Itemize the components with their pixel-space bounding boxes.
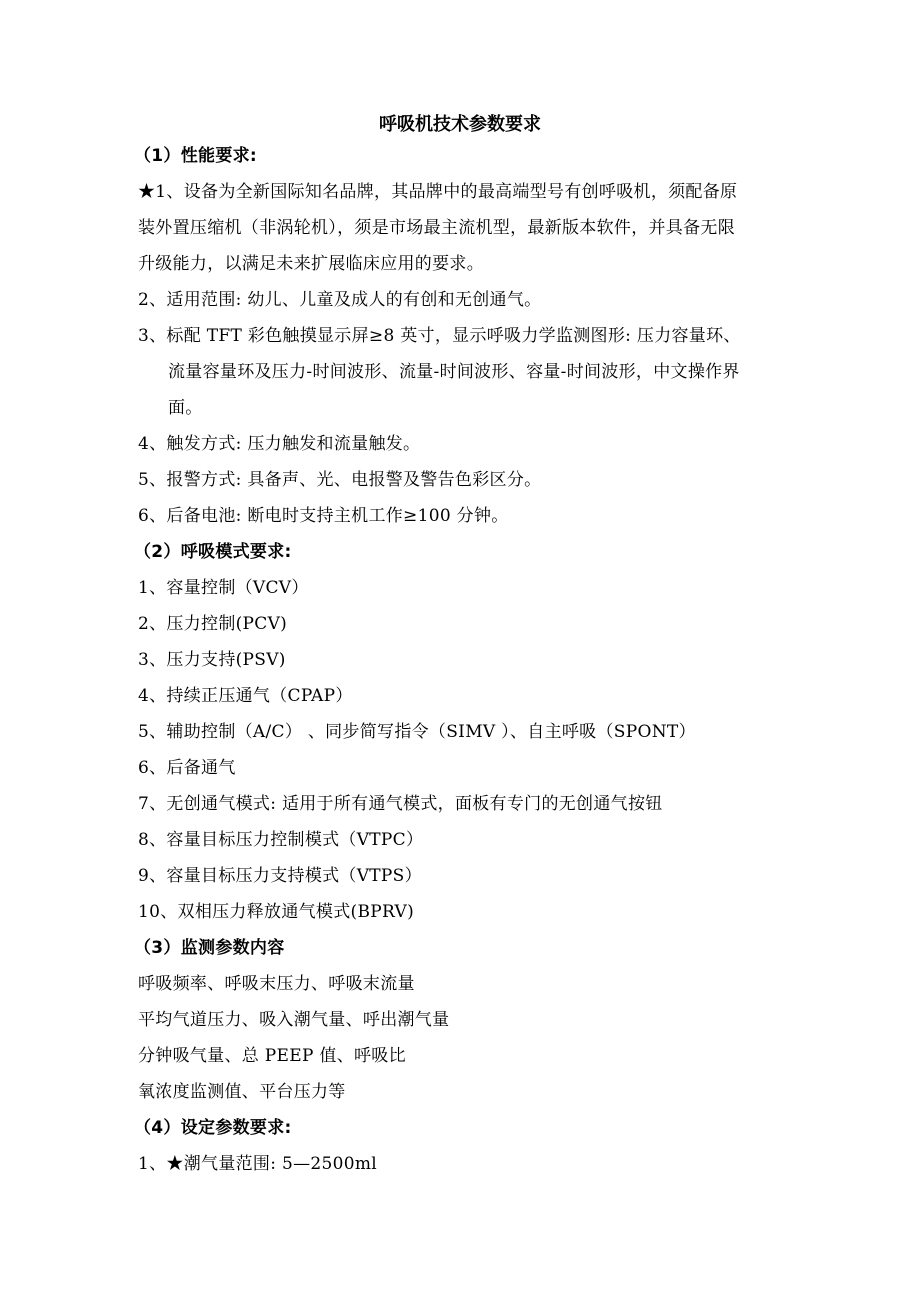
section-heading-modes: （2）呼吸模式要求: (134, 542, 292, 562)
list-item: 9、容量目标压力支持模式（VTPS） (138, 866, 422, 886)
list-item: 10、双相压力释放通气模式(BPRV) (138, 902, 414, 922)
list-item: 分钟吸气量、总 PEEP 值、呼吸比 (138, 1046, 406, 1066)
list-item: 呼吸频率、呼吸末压力、呼吸末流量 (138, 974, 415, 994)
list-item: 1、容量控制（VCV） (138, 578, 309, 598)
list-item: 5、辅助控制（A/C） 、同步简写指令（SIMV ）、自主呼吸（SPONT） (138, 722, 696, 742)
paragraph-line: ★1、设备为全新国际知名品牌，其品牌中的最高端型号有创呼吸机，须配备原 (138, 182, 738, 202)
list-item: 1、★潮气量范围: 5—2500ml (138, 1154, 377, 1174)
paragraph-line: 装外置压缩机（非涡轮机），须是市场最主流机型，最新版本软件，并具备无限 (138, 218, 735, 238)
paragraph-line: 2、适用范围: 幼儿、儿童及成人的有创和无创通气。 (138, 290, 542, 310)
section-heading-performance: （1）性能要求: (134, 146, 258, 166)
section-heading-settings: （4）设定参数要求: (134, 1118, 292, 1138)
list-item: 3、压力支持(PSV) (138, 650, 286, 670)
list-item: 6、后备通气 (138, 758, 236, 778)
paragraph-line: 流量容量环及压力-时间波形、流量-时间波形、容量-时间波形，中文操作界 (168, 362, 740, 382)
paragraph-line: 5、报警方式: 具备声、光、电报警及警告色彩区分。 (138, 470, 542, 490)
paragraph-line: 升级能力，以满足未来扩展临床应用的要求。 (138, 254, 484, 274)
list-item: 2、压力控制(PCV) (138, 614, 288, 634)
list-item: 氧浓度监测值、平台压力等 (138, 1082, 346, 1102)
list-item: 4、持续正压通气（CPAP） (138, 686, 353, 706)
list-item: 8、容量目标压力控制模式（VTPC） (138, 830, 424, 850)
section-heading-monitoring: （3）监测参数内容 (134, 938, 285, 958)
paragraph-line: 6、后备电池: 断电时支持主机工作≥100 分钟。 (138, 506, 509, 526)
document-title: 呼吸机技术参数要求 (379, 114, 541, 135)
list-item: 7、无创通气模式: 适用于所有通气模式，面板有专门的无创通气按钮 (138, 794, 663, 814)
list-item: 平均气道压力、吸入潮气量、呼出潮气量 (138, 1010, 450, 1030)
paragraph-line: 4、触发方式: 压力触发和流量触发。 (138, 434, 421, 454)
paragraph-line: 面。 (168, 398, 203, 418)
paragraph-line: 3、标配 TFT 彩色触摸显示屏≥8 英寸，显示呼吸力学监测图形: 压力容量环、 (138, 326, 741, 346)
